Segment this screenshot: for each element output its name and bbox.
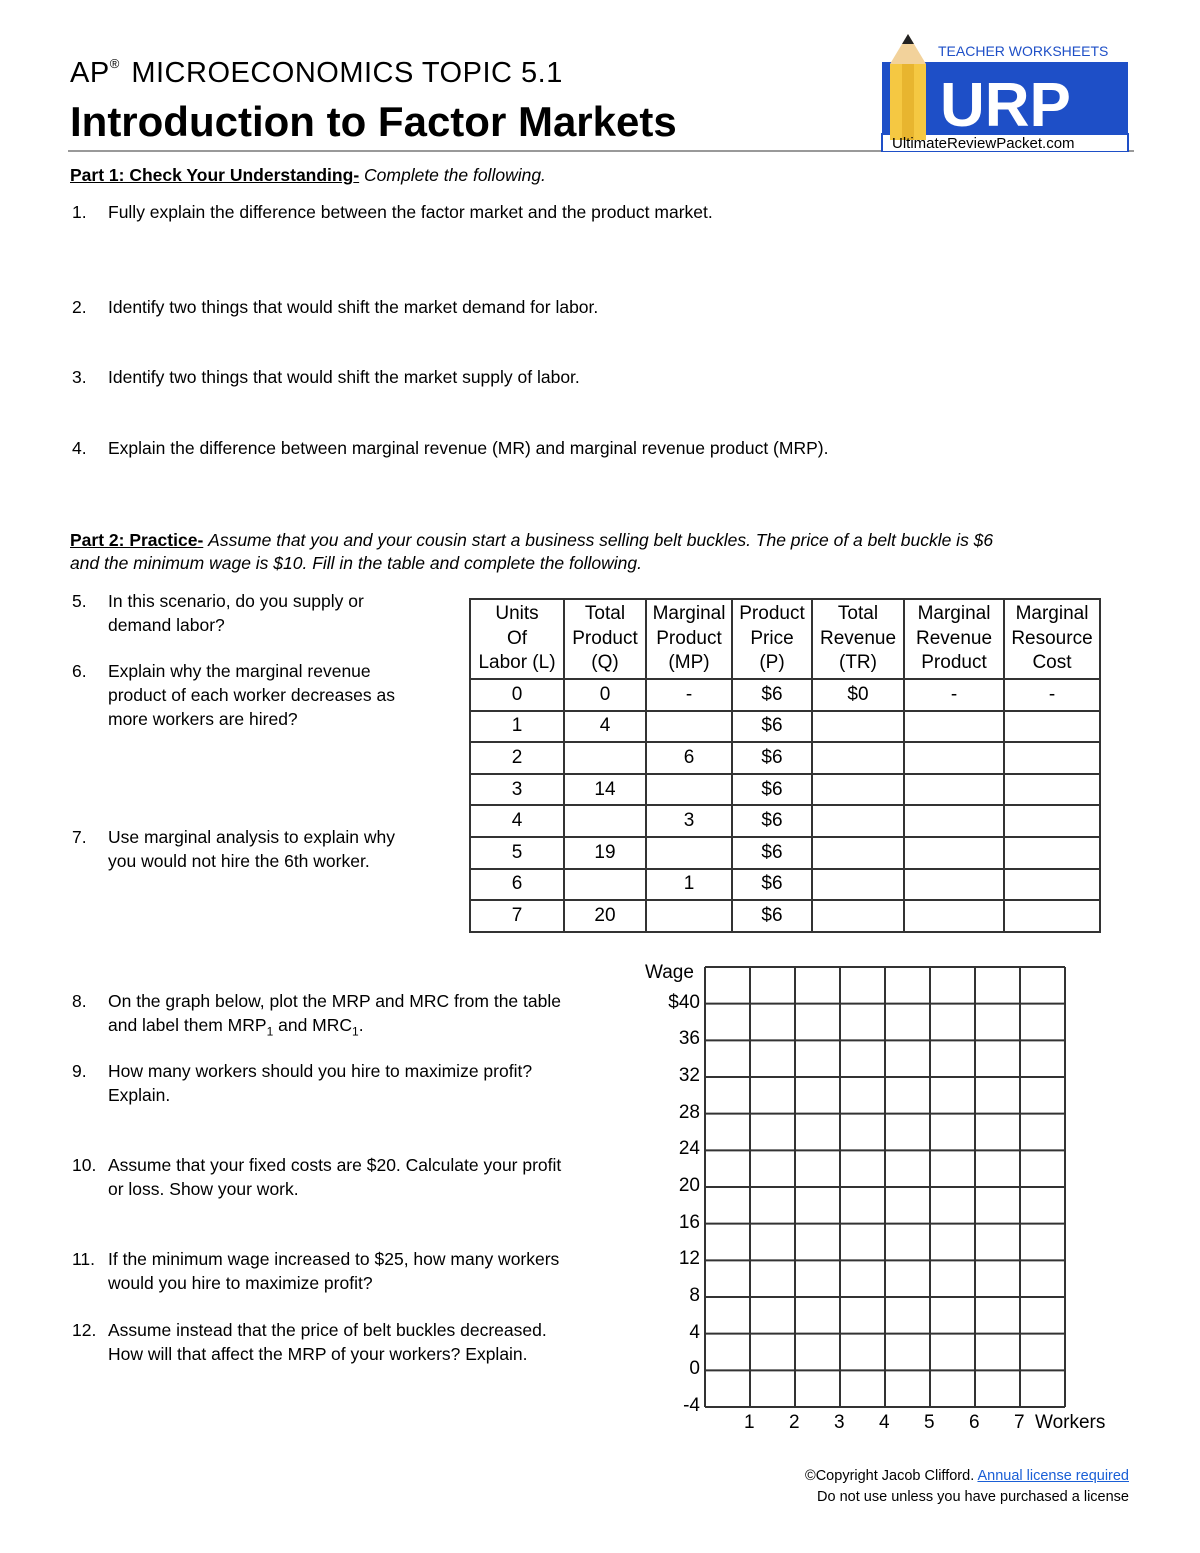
- x-tick-label: 5: [924, 1412, 935, 1433]
- y-tick-label: 36: [678, 1028, 700, 1050]
- table-row: 3 14 $6: [470, 774, 1100, 806]
- y-tick-label: 16: [678, 1211, 700, 1233]
- table-row: 5 19 $6: [470, 837, 1100, 869]
- table-row: 1 4 $6: [470, 711, 1100, 743]
- svg-text:TEACHER WORKSHEETS: TEACHER WORKSHEETS: [938, 43, 1109, 59]
- x-tick-label: 3: [834, 1412, 845, 1433]
- y-tick-label: 8: [689, 1285, 700, 1306]
- question-7: 7. Use marginal analysis to explain why you would not hire the 6th worker.: [72, 827, 395, 871]
- svg-text:URP: URP: [940, 71, 1071, 140]
- question-3: 3. Identify two things that would shift the market supply of labor.: [72, 367, 580, 387]
- header-mrp: Marginal Revenue Product: [904, 599, 1004, 679]
- y-tick-label: 28: [678, 1101, 700, 1123]
- graph-y-title: Wage: [645, 962, 694, 983]
- question-6: 6. Explain why the marginal revenue product of each worker decreases as more workers are hired?: [72, 661, 395, 729]
- y-tick-label: -4: [683, 1395, 700, 1416]
- graph-x-title: Workers: [1035, 1412, 1106, 1433]
- question-12: 12. Assume instead that the price of belt buckles decreased. How will that affect the MRP of your workers? Explain.: [72, 1320, 547, 1364]
- y-tick-label: 0: [689, 1358, 700, 1380]
- topic-subtitle: AP® MICROECONOMICS TOPIC 5.1: [70, 56, 563, 89]
- y-tick-label: 12: [678, 1248, 700, 1270]
- table-header-row: [470, 599, 1100, 679]
- x-tick-label: 1: [744, 1412, 755, 1433]
- question-8: 8. On the graph below, plot the MRP and MRC from the table and label them $MRP_1$ and $MRC_1$.: [72, 991, 561, 1039]
- x-tick-label: 4: [879, 1412, 890, 1433]
- header-units-of-labor: Units Of Labor (L): [470, 599, 564, 679]
- table-row: 7 20 $6: [470, 900, 1100, 932]
- part1-heading: Part 1: Check Your Understanding- Complete the following.: [70, 165, 546, 185]
- y-tick-label: 24: [678, 1138, 700, 1160]
- part2-heading: Part 2: Practice- Assume that you and your cousin start a business selling belt buckles. The price of a belt buckle is $6: [70, 530, 994, 550]
- question-4: 4. Explain the difference between marginal revenue (MR) and marginal revenue product (MRP).: [72, 438, 829, 458]
- license-link[interactable]: Annual license required: [977, 1468, 1129, 1484]
- labor-table: [469, 598, 1101, 933]
- part2-instruction-line2: and the minimum wage is $10. Fill in the table and complete the following.: [70, 553, 642, 573]
- x-tick-label: 2: [789, 1412, 800, 1433]
- y-tick-label: 4: [689, 1321, 700, 1343]
- header-total-revenue: Total Revenue (TR): [812, 599, 904, 679]
- header-product-price: Product Price (P): [732, 599, 812, 679]
- license-notice: Do not use unless you have purchased a license: [817, 1489, 1129, 1505]
- y-tick-label: 32: [678, 1065, 700, 1086]
- x-tick-label: 7: [1014, 1412, 1025, 1433]
- question-2: 2. Identify two things that would shift the market demand for labor.: [72, 297, 599, 317]
- y-tick-label: 20: [678, 1175, 700, 1196]
- table-row: 4 3 $6: [470, 805, 1100, 837]
- header-mrc: Marginal Resource Cost: [1004, 599, 1100, 679]
- table-row: 6 1 $6: [470, 869, 1100, 901]
- question-9: 9. How many workers should you hire to maximize profit? Explain.: [72, 1061, 533, 1105]
- y-tick-label: $40: [668, 991, 700, 1013]
- header-marginal-product: Marginal Product (MP): [646, 599, 732, 679]
- question-11: 11. If the minimum wage increased to $25, how many workers would you hire to maximize profit?: [72, 1249, 560, 1293]
- question-1: 1. Fully explain the difference between the factor market and the product market.: [72, 202, 713, 222]
- x-tick-label: 6: [969, 1412, 980, 1433]
- table-row: 2 6 $6: [470, 742, 1100, 774]
- table-row: 0 0 - $6 $0 - -: [470, 679, 1100, 711]
- header-total-product: Total Product (Q): [564, 599, 646, 679]
- svg-text:UltimateReviewPacket.com: UltimateReviewPacket.com: [892, 135, 1075, 152]
- question-5: 5. In this scenario, do you supply or demand labor?: [72, 591, 364, 635]
- urp-logo: [880, 34, 1130, 152]
- page-title: Introduction to Factor Markets: [70, 98, 677, 145]
- copyright-notice: ©Copyright Jacob Clifford. Annual license required: [805, 1468, 1129, 1484]
- question-10: 10. Assume that your fixed costs are $20. Calculate your profit or loss. Show your work.: [72, 1155, 562, 1199]
- blank-graph-grid: [704, 966, 1066, 1408]
